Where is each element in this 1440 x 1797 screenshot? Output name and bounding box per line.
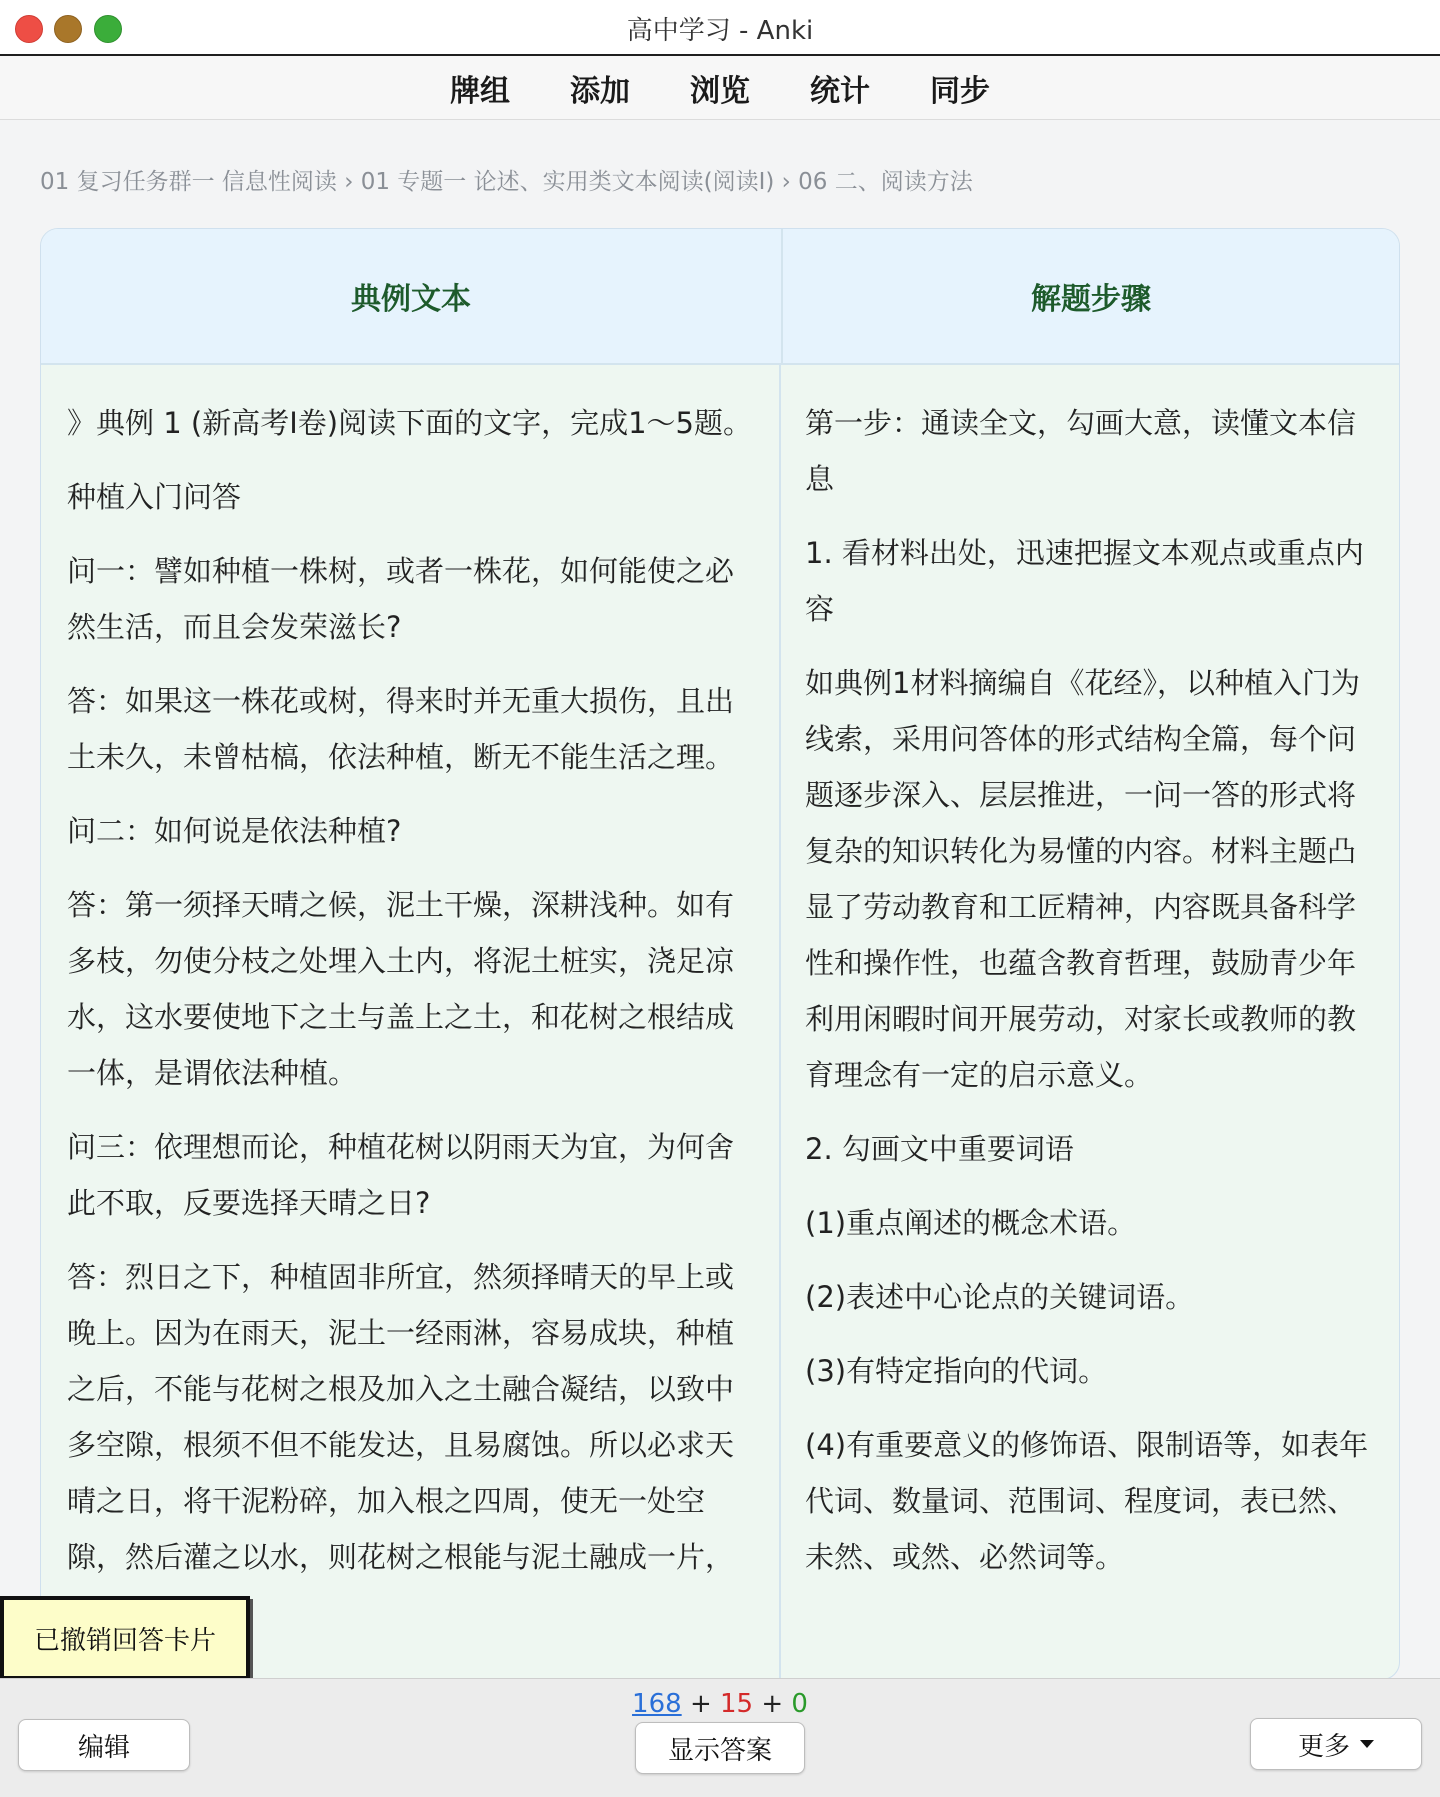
- learn-count: 15: [720, 1689, 754, 1719]
- example-paragraph: 问二：如何说是依法种植?: [67, 814, 402, 848]
- undo-toast: 已撤销回答卡片: [0, 1596, 250, 1680]
- step-paragraph: 如典例1材料摘编自《花经》，以种植入门为线索，采用问答体的形式结构全篇，每个问题逐步深入、层层推进，一问一答的形式将复杂的知识转化为易懂的内容。材料主题凸显了劳动教育和工匠精神，内容既具备科学性和操作性，也蕴含教育哲理，鼓励青少年利用闲暇时间开展劳动，对家长或教师的教育理念有一定的启示意义。: [805, 666, 1360, 1092]
- example-paragraph: 答：如果这一株花或树，得来时并无重大损伤，且出土未久，未曾枯槁，依法种植，断无不能生活之理。: [67, 684, 735, 774]
- dropdown-caret-icon: [1360, 1740, 1374, 1748]
- main-toolbar: [0, 56, 1440, 120]
- step-paragraph: (4)有重要意义的修饰语、限制语等，如表年代词、数量词、范围词、程度词，表已然、未然、或然、必然词等。: [805, 1428, 1369, 1574]
- edit-button-label: 编辑: [77, 1732, 130, 1763]
- left-column-header: 典例文本: [41, 229, 783, 363]
- menu-decks[interactable]: 牌组: [450, 73, 510, 109]
- example-paragraph: 问一：譬如种植一株树，或者一株花，如何能使之必然生活，而且会发荣滋长?: [67, 554, 735, 644]
- example-paragraph: 答：烈日之下，种植固非所宜，然须择晴天的早上或晚上。因为在雨天，泥土一经雨淋，容易成块，种植之后，不能与花树之根及加入之土融合凝结，以致中多空隙，根须不但不能发达，且易腐蚀。所以必求天晴之日，将干泥粉碎，加入根之四周，使无一处空隙，然后灌之以水，则花树之根能与泥土融成一片，: [67, 1260, 735, 1574]
- card-table-body: [41, 365, 1399, 1680]
- example-paragraph: 问三：依理想而论，种植花树以阴雨天为宜，为何舍此不取，反要选择天晴之日?: [67, 1130, 735, 1220]
- solution-steps-column: [781, 365, 1399, 1680]
- show-answer-button[interactable]: [635, 1722, 805, 1774]
- card-table-header: [41, 229, 1399, 365]
- step-paragraph: 第一步：通读全文，勾画大意，读懂文本信息: [805, 406, 1357, 496]
- menu-add[interactable]: 添加: [570, 73, 630, 109]
- card-table: [40, 228, 1400, 1680]
- example-paragraph: 答：第一须择天晴之候，泥土干燥，深耕浅种。如有多枝，勿使分枝之处埋入土内，将泥土桩实，浇足凉水，这水要使地下之土与盖上之土，和花树之根结成一体，是谓依法种植。: [67, 888, 735, 1090]
- step-paragraph: (2)表述中心论点的关键词语。: [805, 1280, 1195, 1314]
- review-count: 0: [791, 1689, 808, 1719]
- right-column-header: 解题步骤: [1031, 282, 1151, 317]
- menu-sync[interactable]: 同步: [930, 73, 990, 109]
- more-button[interactable]: [1250, 1718, 1422, 1770]
- example-paragraph: 》典例 1 (新高考I卷)阅读下面的文字，完成1～5题。: [67, 406, 752, 440]
- bottom-bar: [0, 1678, 1440, 1797]
- new-count[interactable]: 168: [632, 1689, 682, 1719]
- step-paragraph: (3)有特定指向的代词。: [805, 1354, 1108, 1388]
- deck-breadcrumb: 01 复习任务群一 信息性阅读 › 01 专题一 论述、实用类文本阅读(阅读I) › 06 二、阅读方法: [40, 169, 973, 195]
- step-paragraph: (1)重点阐述的概念术语。: [805, 1206, 1137, 1240]
- title-bar: [0, 0, 1440, 56]
- step-paragraph: 1. 看材料出处，迅速把握文本观点或重点内容: [805, 536, 1364, 626]
- example-text-column: [41, 365, 781, 1680]
- menu-stats[interactable]: 统计: [810, 73, 870, 109]
- more-button-label: 更多: [1297, 1731, 1350, 1762]
- due-counts: [0, 1689, 1440, 1719]
- count-separator: +: [689, 1689, 712, 1719]
- window-title: 高中学习 - Anki: [626, 16, 814, 46]
- menu-browse[interactable]: 浏览: [690, 73, 750, 109]
- step-paragraph: 2. 勾画文中重要词语: [805, 1132, 1074, 1166]
- edit-button[interactable]: [18, 1719, 190, 1771]
- example-paragraph: 种植入门问答: [67, 480, 242, 514]
- show-answer-label: 显示答案: [667, 1735, 772, 1766]
- count-separator: +: [761, 1689, 784, 1719]
